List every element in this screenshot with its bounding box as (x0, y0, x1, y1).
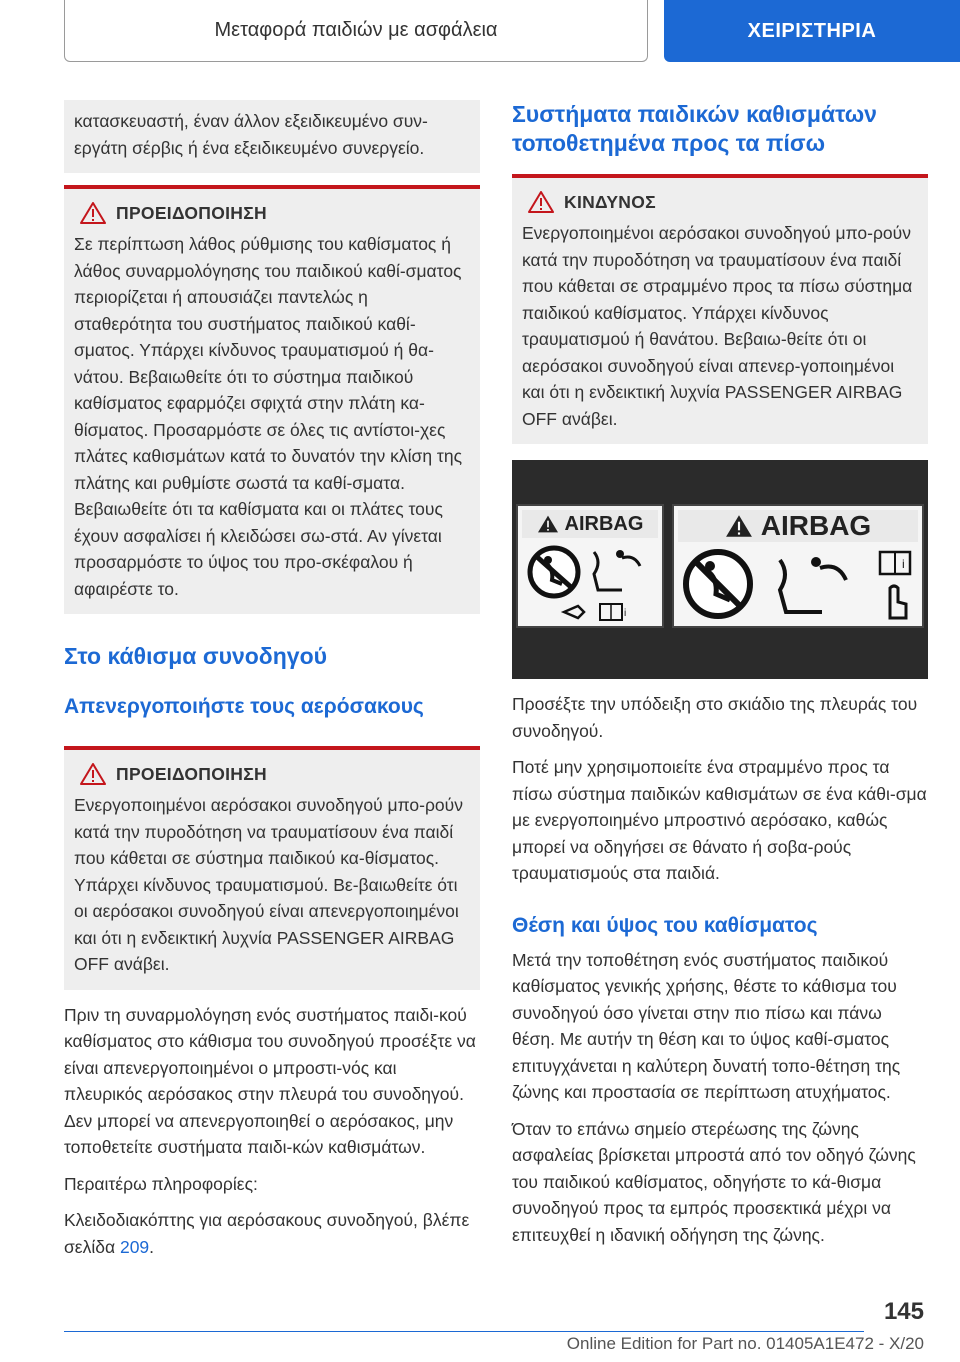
heading-deactivate-airbags: Απενεργοποιήστε τους αερόσακους (64, 695, 424, 718)
warning-title-1: ΠΡΟΕΙΔΟΠΟΙΗΣΗ (116, 202, 267, 223)
warning-triangle-icon (80, 762, 106, 786)
no-rear-facing-child-seat-icon (524, 544, 660, 626)
svg-text:i: i (902, 557, 905, 571)
warning-text-2: Ενεργοποιημένοι αερόσακοι συνοδηγού μπο-ρούν κατά την πυροδότηση να τραυματίσουν ένα παιδί που κάθεται σε σύστημα παιδικού κα-θίσματος. Υπάρχει κίνδυνος τραυματισμού. Βε-βαιωθείτε ότι οι αερόσακοι συνοδηγού είναι απενεργοποιημένοι και ότι η ενδεικτική λυχνία PASSENGER AIRBAG OFF ανάβει. (74, 795, 463, 974)
footer-divider (64, 1331, 864, 1332)
svg-text:i: i (624, 608, 627, 619)
paragraph-belt-guide: Όταν το επάνω σημείο στερέωσης της ζώνης ασφαλείας βρίσκεται μπροστά από τον οδηγό ζώνης του παιδικού καθίσματος, οδηγήστε το κά-θισμα συνοδηγού προς τα εμπρός προσεκτικά μέχρι να επιτευχθεί η ιδανική οδήγηση της ζώνης. (512, 1118, 916, 1245)
airbag-label-large-text: AIRBAG (760, 510, 872, 541)
chapter-title: Μεταφορά παιδιών με ασφάλεια (64, 0, 648, 62)
intro-box (64, 100, 480, 173)
no-rear-facing-child-seat-icon (680, 546, 920, 626)
warning-text-1: Σε περίπτωση λάθος ρύθμισης του καθίσματος ή λάθος συναρμολόγησης του παιδικού καθί-σματος περιορίζεται ή απουσιάζει παντελώς η σταθερότητα του συστήματος παιδικού καθί-σματος. Υπάρχει κίνδυνος τραυματισμού ή θα-νάτου. Βεβαιωθείτε ότι το σύστημα παιδικού καθίσματος εφαρμόζει σφιχτά στην πλάτη κα-θίσματος. Προσαρμόστε σε όλες τις αντίστοι-χες πλάτες καθισμάτων κατά το δυνατόν την κλίση της πλάτης και ρυθμίστε σωστά τα καθί-σματα. Βεβαιωθείτε ότι τα καθίσματα και οι πλάτες τους έχουν ασφαλίσει ή κλειδώσει σω-στά. Αν γίνεται προσαρμόστε το ύψος του προ-σκέφαλου ή αφαιρέστε το. (74, 234, 463, 599)
danger-triangle-icon (528, 190, 554, 214)
right-column (512, 100, 928, 1258)
warning-box-2 (64, 746, 480, 990)
warning-triangle-icon (725, 513, 753, 539)
warning-triangle-icon (80, 201, 106, 225)
heading-rear-facing-seats: Συστήματα παιδικών καθισμάτων τοποθετημένα προς τα πίσω (512, 101, 877, 156)
page-reference-link[interactable]: 209 (119, 1236, 150, 1257)
warning-triangle-icon (537, 514, 559, 534)
footer-edition: Online Edition for Part no. 01405A1E472 - X/20 (566, 1334, 924, 1353)
danger-title: ΚΙΝΔΥΝΟΣ (564, 191, 656, 212)
warning-title-2: ΠΡΟΕΙΔΟΠΟΙΗΣΗ (116, 763, 267, 784)
warning-box-1 (64, 185, 480, 614)
paragraph-seat-position: Μετά την τοποθέτηση ενός συστήματος παιδικού καθίσματος γενικής χρήσης, θέστε το κάθισμα του συνοδηγού όσο γίνεται στην πιο πίσω και πάνω θέση. Με αυτήν τη θέση και το ύψος καθί-σματος επιτυγχάνεται η καλύτερη δυνατή τοπο-θέτηση της ζώνης και προστασία σε περίπτωση ατυχήματος. (512, 949, 901, 1102)
airbag-label-photo (512, 460, 928, 679)
paragraph-sunvisor-note: Προσέξτε την υπόδειξη στο σκιάδιο της πλευράς του συνοδηγού. (512, 694, 918, 741)
intro-text: κατασκευαστή, έναν άλλον εξειδικευμένο συν-εργάτη σέρβις ή ένα εξειδικευμένο συνεργείο. (74, 111, 428, 158)
paragraph-assembly: Πριν τη συναρμολόγηση ενός συστήματος παιδι-κού καθίσματος στο κάθισμα του συνοδηγού προσέξτε να είναι απενεργοποιημένοι ο μπροστι-νός και πλευρικός αερόσακος στην πλευρά του συνοδηγού. Δεν μπορεί να απενεργοποιηθεί ο αερόσακος, μην τοποθετείτε συστήματα παιδι-κών καθισμάτων. (64, 1004, 476, 1157)
paragraph-key-switch (64, 1207, 480, 1260)
airbag-label-small-text: AIRBAG (564, 512, 644, 535)
heading-passenger-seat: Στο κάθισμα συνοδηγού (64, 643, 328, 669)
left-column (64, 100, 480, 1270)
paragraph-more-info: Περαιτέρω πληροφορίες: (64, 1173, 258, 1194)
paragraph-never-use: Ποτέ μην χρησιμοποιείτε ένα στραμμένο προς τα πίσω σύστημα παιδικών καθισμάτων σε ένα κάθι-σμα με ενεργοποιημένο μπροστινό αερόσακο, καθώς μπορεί να οδηγήσει σε θάνατο ή σοβα-ρούς τραυματισμούς στα παιδιά. (512, 757, 927, 883)
page-number: 145 (883, 1298, 924, 1325)
key-switch-text: Κλειδοδιακόπτης για αερόσακους συνοδηγού, βλέπε σελίδα (64, 1210, 470, 1257)
danger-box (512, 174, 928, 444)
heading-seat-position: Θέση και ύψος του καθίσματος (512, 913, 818, 937)
danger-text: Ενεργοποιημένοι αερόσακοι συνοδηγού μπο-ρούν κατά την πυροδότηση να τραυματίσουν ένα παιδί που κάθεται σε στραμμένο προς τα πίσω σύστημα παιδικού καθίσματος. Υπάρχει κίνδυνος τραυματισμού ή θανάτου. Βεβαιω-θείτε ότι οι αερόσακοι συνοδηγού είναι απενερ-γοποιημένοι και ότι η ενδεικτική λυχνία PASSENGER AIRBAG OFF ανάβει. (522, 223, 913, 429)
airbag-label-large (672, 504, 924, 628)
airbag-label-small (516, 504, 664, 628)
key-switch-end: . (149, 1236, 155, 1257)
section-title: ΧΕΙΡΙΣΤΗΡΙΑ (664, 0, 960, 62)
